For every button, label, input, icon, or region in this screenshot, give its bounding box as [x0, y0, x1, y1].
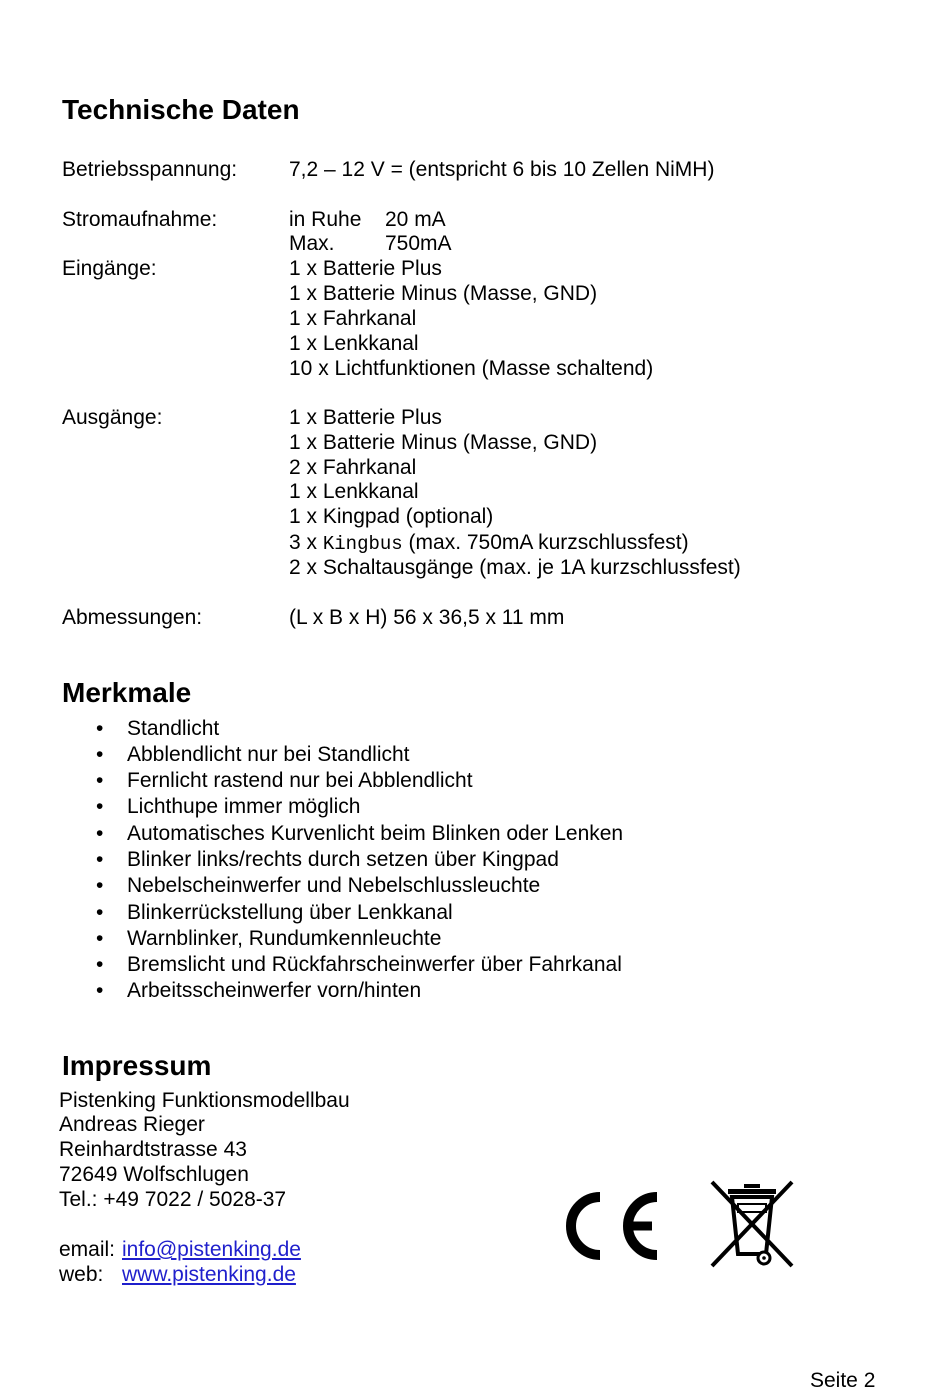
merkmale-heading: Merkmale — [62, 677, 192, 708]
bullet: • — [96, 822, 104, 845]
strom-ruhe-value: 20 mA — [385, 208, 446, 231]
betriebsspannung-label: Betriebsspannung: — [62, 158, 238, 181]
ausgaenge-item: 1 x Lenkkanal — [289, 480, 419, 503]
kingbus-suffix: (max. 750mA kurzschlussfest) — [402, 531, 689, 554]
list-item-text: Fernlicht rastend nur bei Abblendlicht — [127, 769, 473, 792]
list-item-text: Bremslicht und Rückfahrscheinwerfer über Fahrkanal — [127, 953, 622, 976]
bullet: • — [96, 927, 104, 950]
kingbus-prefix: 3 x — [289, 531, 323, 554]
bullet: • — [96, 743, 104, 766]
web-label: web: — [59, 1263, 104, 1286]
bullet: • — [96, 874, 104, 897]
list-item-text: Abblendlicht nur bei Standlicht — [127, 743, 410, 766]
technische-daten-heading: Technische Daten — [62, 94, 300, 125]
impressum-heading: Impressum — [62, 1050, 212, 1081]
eingaenge-item: 1 x Batterie Minus (Masse, GND) — [289, 282, 598, 305]
betriebsspannung-value: 7,2 – 12 V = (entspricht 6 bis 10 Zellen NiMH) — [289, 158, 715, 181]
eingaenge-item: 1 x Batterie Plus — [289, 257, 442, 280]
email-link[interactable]: info@pistenking.de — [122, 1238, 301, 1261]
eingaenge-label: Eingänge: — [62, 257, 157, 280]
list-item-text: Automatisches Kurvenlicht beim Blinken oder Lenken — [127, 822, 624, 845]
ausgaenge-item: 2 x Schaltausgänge (max. je 1A kurzschlussfest) — [289, 556, 741, 579]
eingaenge-item: 10 x Lichtfunktionen (Masse schaltend) — [289, 357, 654, 380]
bullet: • — [96, 953, 104, 976]
strom-max-label: Max. — [289, 232, 335, 255]
ausgaenge-label: Ausgänge: — [62, 406, 163, 429]
list-item-text: Arbeitsscheinwerfer vorn/hinten — [127, 979, 422, 1002]
strom-max-value: 750mA — [385, 232, 452, 255]
ausgaenge-item: 1 x Batterie Minus (Masse, GND) — [289, 431, 598, 454]
impressum-line: Tel.: +49 7022 / 5028-37 — [59, 1188, 287, 1211]
ce-mark-icon — [560, 1190, 660, 1262]
bullet: • — [96, 717, 104, 740]
bullet: • — [96, 979, 104, 1002]
list-item-text: Standlicht — [127, 717, 220, 740]
ausgaenge-kingbus-row — [289, 531, 689, 556]
bullet: • — [96, 901, 104, 924]
bullet: • — [96, 848, 104, 871]
stromaufnahme-label: Stromaufnahme: — [62, 208, 218, 231]
page-number: Seite 2 — [810, 1369, 876, 1392]
email-label: email: — [59, 1238, 116, 1261]
list-item-text: Lichthupe immer möglich — [127, 795, 361, 818]
bullet: • — [96, 795, 104, 818]
impressum-line: Reinhardtstrasse 43 — [59, 1138, 247, 1161]
impressum-line: Andreas Rieger — [59, 1113, 205, 1136]
impressum-line: 72649 Wolfschlugen — [59, 1163, 249, 1186]
web-link[interactable]: www.pistenking.de — [122, 1263, 296, 1286]
ausgaenge-item: 2 x Fahrkanal — [289, 456, 417, 479]
list-item-text: Blinkerrückstellung über Lenkkanal — [127, 901, 453, 924]
eingaenge-item: 1 x Lenkkanal — [289, 332, 419, 355]
abmessungen-value: (L x B x H) 56 x 36,5 x 11 mm — [289, 606, 565, 629]
ausgaenge-item: 1 x Kingpad (optional) — [289, 505, 494, 528]
eingaenge-item: 1 x Fahrkanal — [289, 307, 417, 330]
list-item-text: Nebelscheinwerfer und Nebelschlussleuchte — [127, 874, 541, 897]
list-item-text: Warnblinker, Rundumkennleuchte — [127, 927, 442, 950]
strom-ruhe-label: in Ruhe — [289, 208, 362, 231]
ausgaenge-item: 1 x Batterie Plus — [289, 406, 442, 429]
kingbus-term: Kingbus — [322, 533, 403, 555]
crossed-out-bin-icon — [708, 1178, 796, 1270]
abmessungen-label: Abmessungen: — [62, 606, 203, 629]
bullet: • — [96, 769, 104, 792]
list-item-text: Blinker links/rechts durch setzen über Kingpad — [127, 848, 559, 871]
impressum-line: Pistenking Funktionsmodellbau — [59, 1089, 350, 1112]
